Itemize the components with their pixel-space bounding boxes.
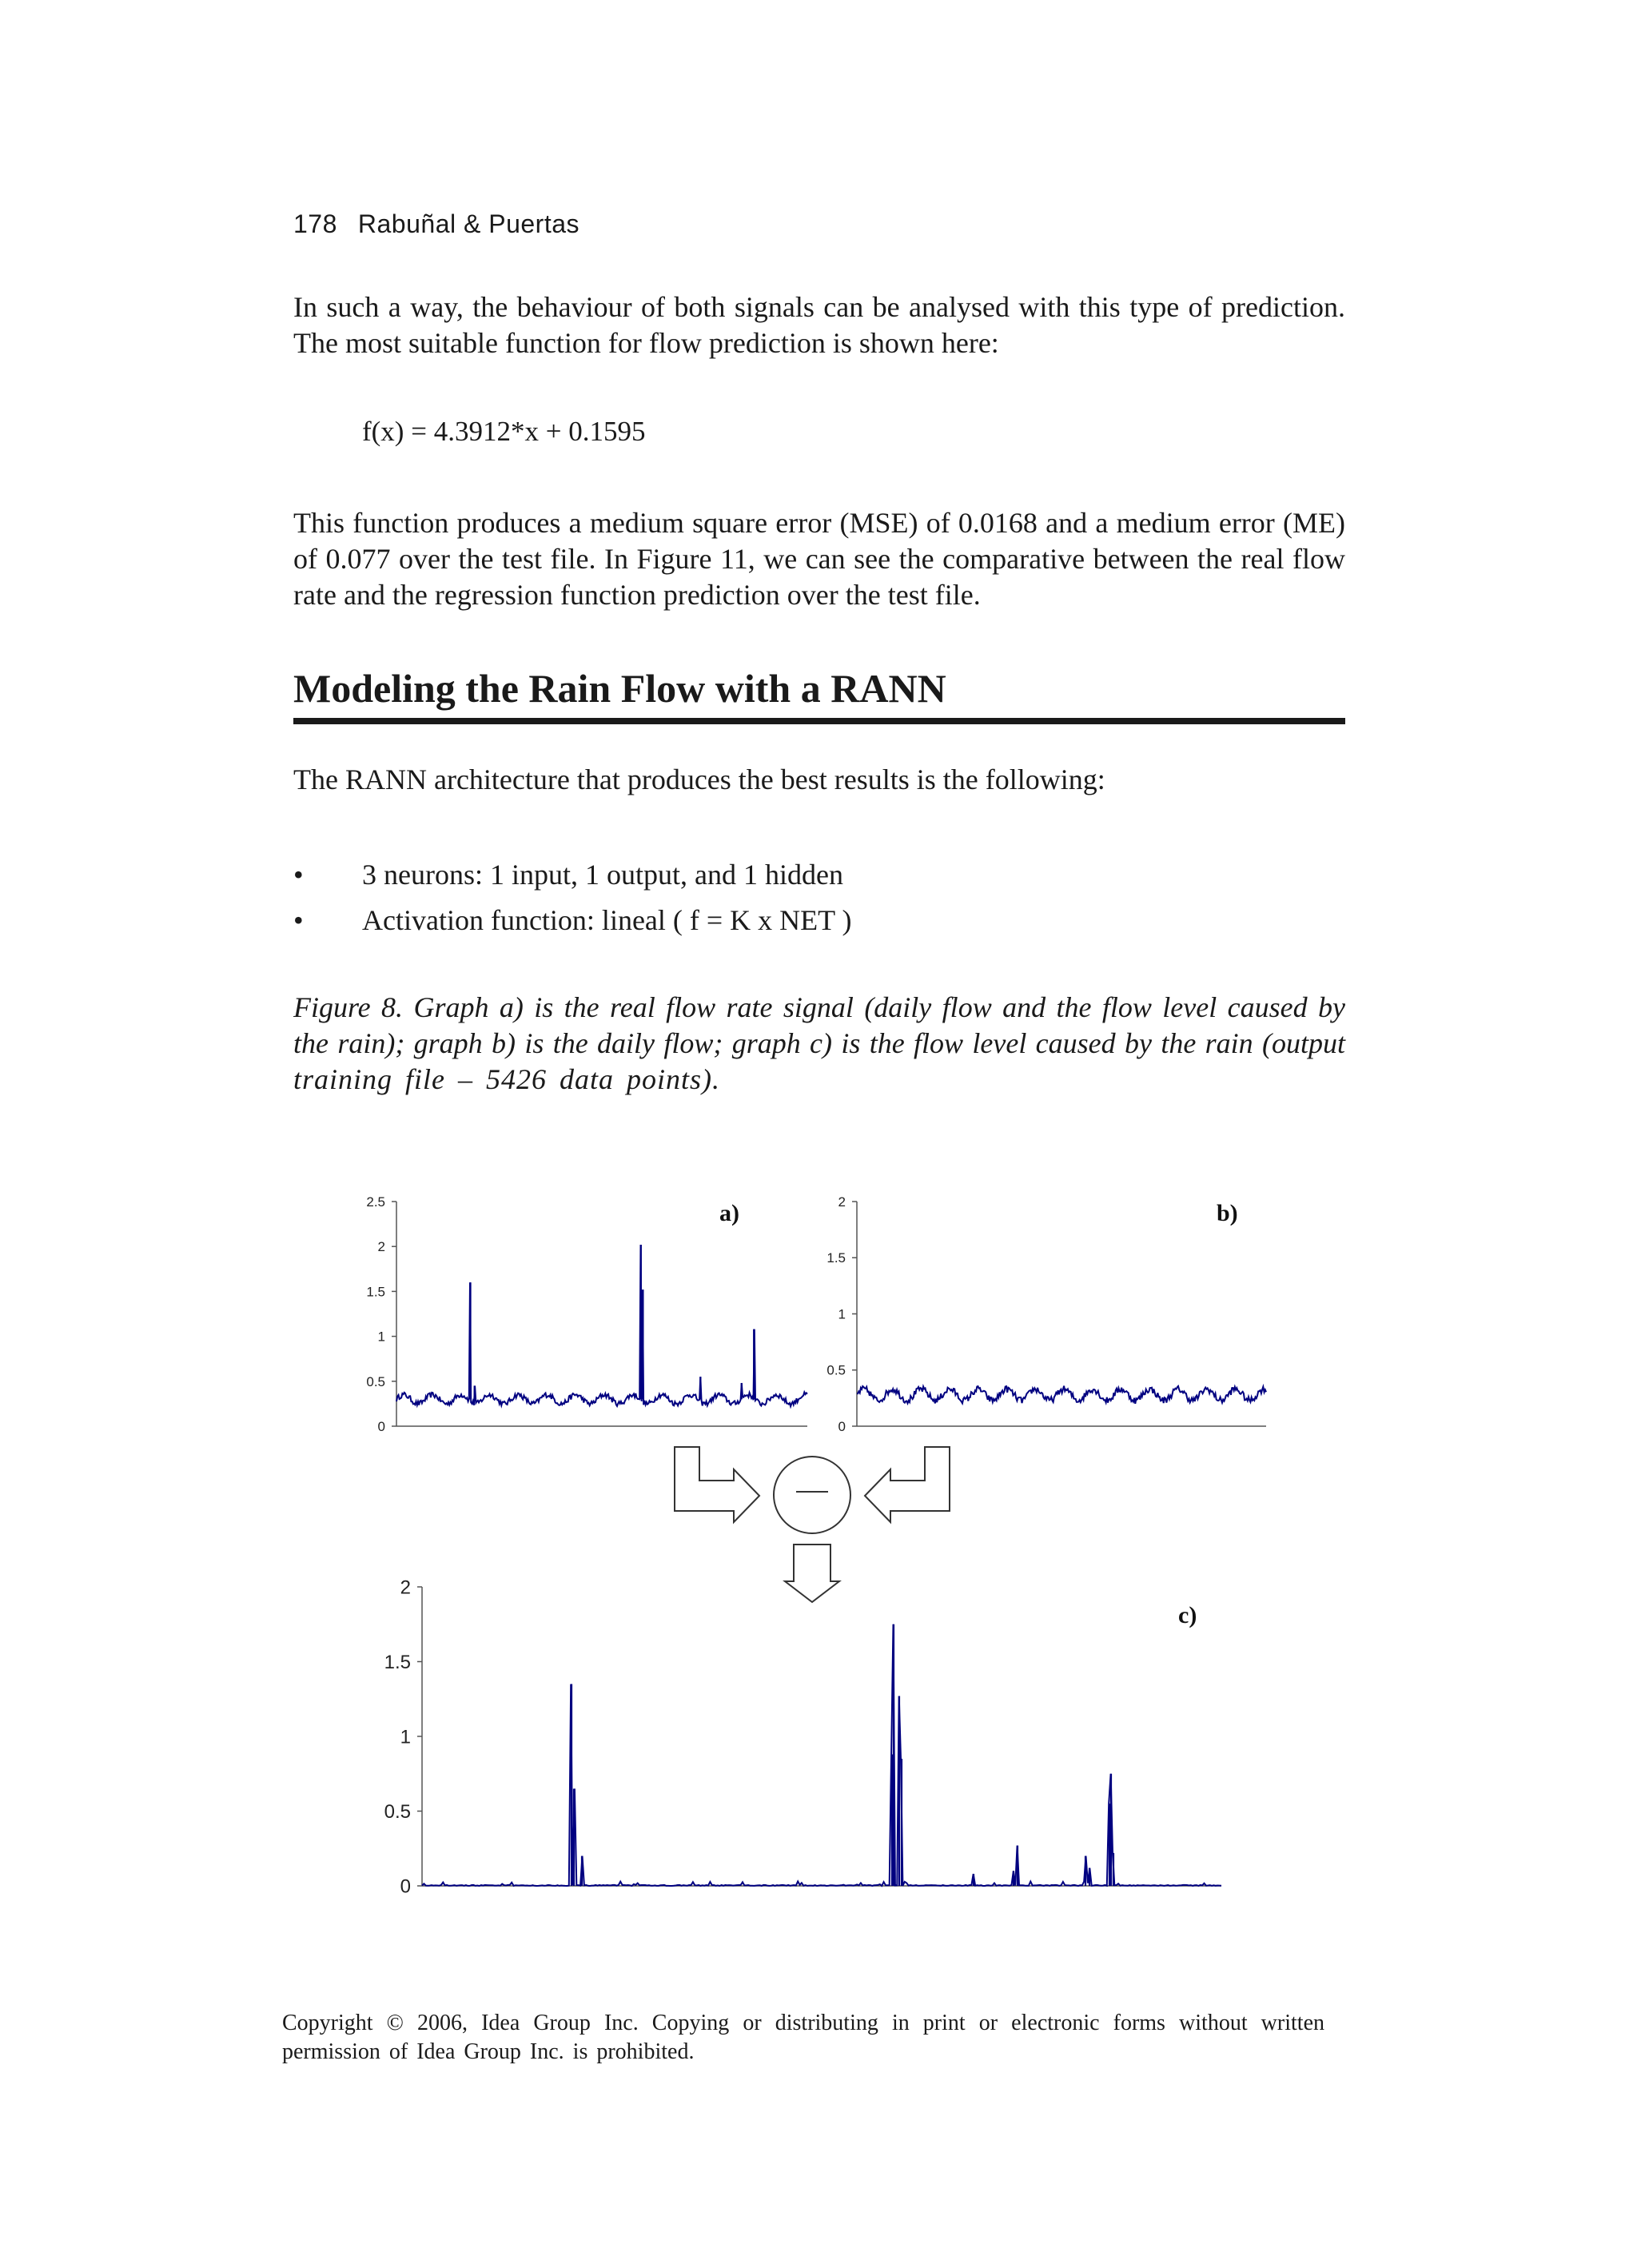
bullet-symbol: • bbox=[293, 904, 304, 936]
panel-label: a) bbox=[719, 1200, 739, 1226]
bullet-item bbox=[293, 852, 852, 898]
y-tick-label: 2 bbox=[400, 1576, 411, 1599]
y-tick-label: 0.5 bbox=[826, 1362, 846, 1378]
paragraph-2-line: rate and the regression function prediction over the test file. bbox=[293, 579, 981, 611]
y-tick-label: 1 bbox=[400, 1726, 411, 1748]
y-tick-label: 0.5 bbox=[384, 1800, 411, 1823]
caption-line: Figure 8. Graph a) is the real flow rate signal (daily flow and the flow level caused by bbox=[293, 991, 1345, 1023]
y-tick-label: 0 bbox=[400, 1875, 411, 1898]
copyright-notice bbox=[282, 2009, 1324, 2067]
charts bbox=[366, 1194, 1266, 1897]
figure-caption bbox=[293, 990, 1345, 1098]
bullet-symbol: • bbox=[293, 859, 304, 891]
y-tick-label: 1.5 bbox=[366, 1284, 385, 1300]
regression-formula: f(x) = 4.3912*x + 0.1595 bbox=[362, 416, 646, 447]
caption-line: the rain); graph b) is the daily flow; graph c) is the flow level caused by the rain (output bbox=[293, 1027, 1345, 1059]
y-tick-label: 2 bbox=[377, 1239, 385, 1255]
arrow-left-icon bbox=[865, 1447, 950, 1522]
bullet-list bbox=[293, 852, 852, 943]
y-tick-label: 0 bbox=[838, 1418, 846, 1434]
y-tick-label: 0.5 bbox=[366, 1373, 385, 1389]
copyright-line: Copyright © 2006, Idea Group Inc. Copying or distributing in print or electronic forms without written bbox=[282, 2011, 1324, 2035]
y-tick-label: 1.5 bbox=[826, 1250, 846, 1266]
paragraph-1-line: In such a way, the behaviour of both signals can be analysed with this type of prediction. bbox=[293, 291, 1345, 323]
y-tick-label: 2 bbox=[838, 1194, 846, 1210]
y-tick-label: 0 bbox=[377, 1418, 385, 1434]
panel-label: c) bbox=[1178, 1602, 1197, 1628]
paragraph-1 bbox=[293, 289, 1345, 361]
bullet-text: 3 neurons: 1 input, 1 output, and 1 hidden bbox=[362, 859, 843, 891]
y-tick-label: 2.5 bbox=[366, 1194, 385, 1210]
minus-operator-circle bbox=[774, 1457, 850, 1533]
series-line bbox=[396, 1245, 807, 1406]
panel-label: b) bbox=[1217, 1200, 1238, 1226]
paragraph-2 bbox=[293, 505, 1345, 613]
paragraph-1-line: The most suitable function for flow prediction is shown here: bbox=[293, 327, 999, 359]
y-tick-label: 1 bbox=[838, 1306, 846, 1322]
running-head-authors: Rabuñal & Puertas bbox=[357, 209, 580, 238]
caption-line: training file – 5426 data points). bbox=[293, 1063, 721, 1095]
page-number: 178 bbox=[293, 209, 337, 238]
series-line bbox=[857, 1386, 1266, 1404]
intro-text: The RANN architecture that produces the best results is the following: bbox=[293, 763, 1105, 795]
bullet-item bbox=[293, 898, 852, 943]
paragraph-2-line: This function produces a medium square error (MSE) of 0.0168 and a medium error (ME) bbox=[293, 507, 1345, 539]
running-head bbox=[293, 209, 580, 239]
copyright-line: permission of Idea Group Inc. is prohibited. bbox=[282, 2039, 695, 2064]
y-tick-label: 1 bbox=[377, 1329, 385, 1345]
y-tick-label: 1.5 bbox=[384, 1651, 411, 1673]
bullet-text: Activation function: lineal ( f = K x NET ) bbox=[362, 904, 852, 936]
arrow-right-icon bbox=[675, 1447, 759, 1522]
section-heading: Modeling the Rain Flow with a RANN bbox=[293, 665, 1345, 724]
paragraph-2-line: of 0.077 over the test file. In Figure 11, we can see the comparative between the real flow bbox=[293, 543, 1345, 575]
arrow-down-icon bbox=[785, 1545, 839, 1602]
series-line bbox=[422, 1624, 1221, 1886]
